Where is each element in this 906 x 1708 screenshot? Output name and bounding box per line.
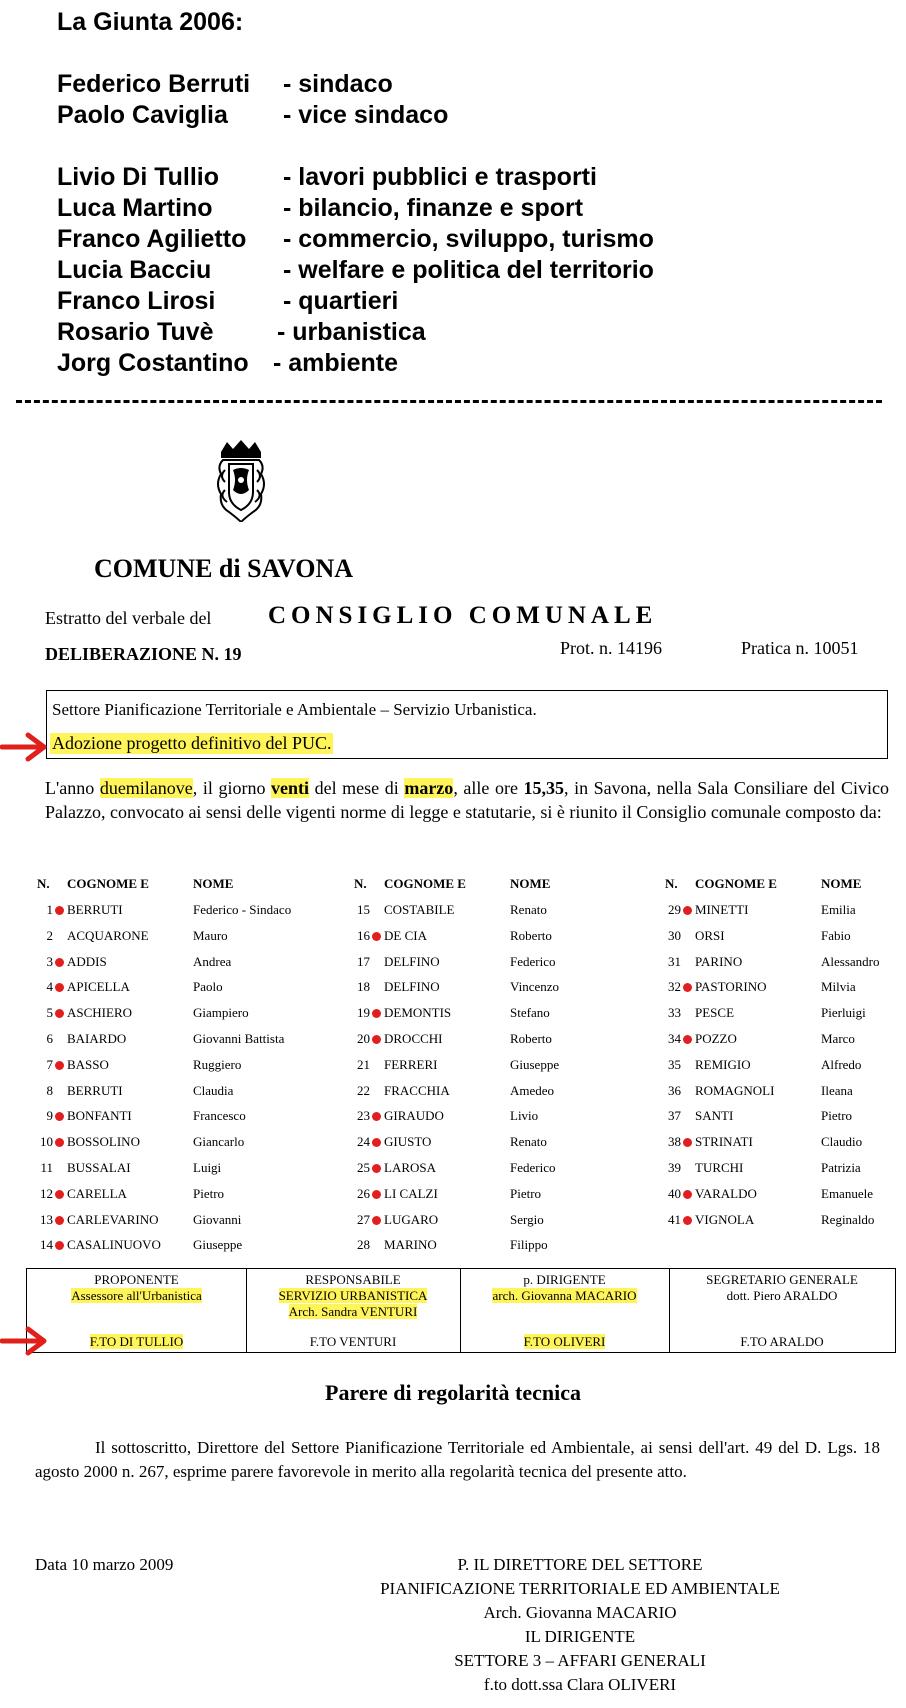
member-number: 36 — [668, 1082, 681, 1098]
member-role: - welfare e politica del territorio — [283, 256, 654, 284]
member-surname: ORSI — [695, 927, 725, 943]
member-surname: COSTABILE — [384, 902, 455, 917]
coat-of-arms-icon — [215, 440, 267, 522]
member-number: 38 — [668, 1134, 681, 1150]
member-firstname: Mauro — [193, 927, 228, 943]
member-firstname: Pietro — [821, 1108, 853, 1124]
ora: 15,35 — [523, 778, 565, 798]
signature-fto: F.TO VENTURI — [309, 1334, 397, 1349]
member-surname: TURCHI — [695, 1160, 744, 1175]
header-cognome: COGNOME E — [384, 876, 466, 891]
member-number: 20 — [357, 1031, 370, 1046]
member-firstname: Ileana — [821, 1082, 853, 1098]
member-number: 23 — [357, 1108, 370, 1124]
member-role: - ambiente — [273, 349, 399, 377]
firma-line: SETTORE 3 – AFFARI GENERALI — [454, 1651, 706, 1670]
member-surname: APICELLA — [67, 979, 130, 995]
firma-line: Arch. Giovanna MACARIO — [483, 1603, 677, 1622]
member-number: 6 — [46, 1031, 53, 1046]
header-nome: NOME — [821, 876, 862, 891]
table-row — [665, 902, 906, 928]
highlight-mese: marzo — [404, 778, 454, 798]
table-row — [37, 1083, 357, 1109]
signature-cell — [460, 1269, 670, 1352]
member-number: 37 — [668, 1108, 681, 1124]
red-dot-icon — [372, 1138, 381, 1147]
red-dot-icon — [55, 1138, 64, 1147]
member-firstname: Roberto — [510, 927, 552, 943]
firma-line: P. IL DIRETTORE DEL SETTORE — [457, 1555, 703, 1574]
signature-cell — [246, 1269, 461, 1352]
firma-line: PIANIFICAZIONE TERRITORIALE ED AMBIENTALE — [380, 1579, 780, 1598]
member-number: 21 — [357, 1056, 370, 1072]
consiglio-title: CONSIGLIO COMUNALE — [268, 602, 658, 629]
estratto-label: Estratto del verbale del — [45, 608, 212, 628]
member-firstname: Emilia — [821, 902, 856, 917]
red-dot-icon — [55, 906, 64, 915]
red-dot-icon — [683, 983, 692, 992]
table-row — [354, 1186, 674, 1212]
member-surname: MARINO — [384, 1237, 437, 1253]
member-surname: CARELLA — [67, 1185, 127, 1201]
intro-paragraph: L'anno duemilanove, il giorno venti del mese di marzo, alle ore 15,35, in Savona, nella Sala Consiliare del Civico Palazzo, convocato ai sensi delle vigenti norme di legge e statutarie, si è riunito il Consiglio comunale composto da: — [45, 778, 889, 822]
member-surname: CARLEVARINO — [67, 1211, 159, 1227]
table-row — [665, 1134, 906, 1160]
member-name: Franco Agilietto — [57, 225, 247, 253]
giunta-member — [57, 318, 426, 347]
member-firstname: Giampiero — [193, 1005, 249, 1021]
member-firstname: Patrizia — [821, 1160, 861, 1175]
member-name: Franco Lirosi — [57, 287, 216, 315]
member-firstname: Renato — [510, 902, 547, 917]
parere-title: Parere di regolarità tecnica — [325, 1380, 581, 1405]
table-row — [37, 1160, 357, 1186]
member-number: 3 — [46, 953, 53, 969]
signature-title: RESPONSABILE — [305, 1272, 401, 1287]
member-firstname: Pietro — [510, 1185, 542, 1201]
member-number: 28 — [357, 1237, 370, 1253]
member-number: 41 — [668, 1211, 681, 1227]
firma-line: f.to dott.ssa Clara OLIVERI — [483, 1675, 677, 1694]
member-surname: STRINATI — [695, 1134, 753, 1150]
member-number: 12 — [40, 1185, 53, 1201]
table-row — [354, 979, 674, 1005]
member-number: 11 — [40, 1160, 53, 1175]
table-row — [665, 1108, 906, 1134]
member-surname: POZZO — [695, 1031, 737, 1046]
table-row — [665, 1005, 906, 1031]
red-dot-icon — [55, 983, 64, 992]
table-row — [37, 1031, 357, 1057]
member-surname: FERRERI — [384, 1056, 438, 1072]
red-dot-icon — [683, 1035, 692, 1044]
member-firstname: Alessandro — [821, 953, 880, 969]
member-firstname: Amedeo — [510, 1082, 555, 1098]
member-number: 24 — [357, 1134, 370, 1150]
table-row — [354, 1212, 674, 1238]
member-surname: GIUSTO — [384, 1134, 432, 1150]
table-row — [354, 928, 674, 954]
member-firstname: Giuseppe — [193, 1237, 243, 1253]
signature-cell — [27, 1269, 247, 1352]
member-firstname: Federico - Sindaco — [193, 902, 292, 917]
table-row — [665, 954, 906, 980]
member-surname: PARINO — [695, 953, 743, 969]
member-firstname: Luigi — [193, 1160, 222, 1175]
member-number: 4 — [46, 979, 53, 995]
member-surname: BASSO — [67, 1056, 109, 1072]
giunta-title: La Giunta 2006: — [57, 8, 244, 36]
member-number: 34 — [668, 1031, 681, 1046]
deliberazione-number: DELIBERAZIONE N. 19 — [45, 644, 242, 664]
signature-fto: F.TO DI TULLIO — [89, 1334, 184, 1349]
member-role: - urbanistica — [277, 318, 426, 346]
pratica-number: Pratica n. 10051 — [741, 638, 859, 658]
comune-title: COMUNE di SAVONA — [94, 554, 354, 583]
signature-name: Arch. Sandra VENTURI — [288, 1304, 418, 1319]
member-number: 40 — [668, 1185, 681, 1201]
member-number: 26 — [357, 1185, 370, 1201]
member-surname: DEMONTIS — [384, 1005, 452, 1021]
settore-line: Settore Pianificazione Territoriale e Ambientale – Servizio Urbanistica. — [52, 700, 537, 719]
firma-line: IL DIRIGENTE — [524, 1627, 636, 1646]
member-number: 32 — [668, 979, 681, 995]
member-surname: BAIARDO — [67, 1031, 127, 1046]
member-firstname: Federico — [510, 953, 556, 969]
table-row — [37, 1186, 357, 1212]
giunta-member — [57, 349, 399, 378]
red-dot-icon — [372, 1164, 381, 1173]
member-surname: LUGARO — [384, 1211, 439, 1227]
protocol-number: Prot. n. 14196 — [560, 638, 663, 658]
table-row — [37, 1108, 357, 1134]
member-name: Luca Martino — [57, 194, 213, 222]
member-surname: VARALDO — [695, 1185, 757, 1201]
oggetto-title: Adozione progetto definitivo del PUC. — [52, 733, 332, 753]
member-surname: BONFANTI — [67, 1108, 132, 1124]
red-dot-icon — [55, 1061, 64, 1070]
member-firstname: Paolo — [193, 979, 223, 995]
member-surname: LAROSA — [384, 1160, 437, 1175]
table-row — [354, 1005, 674, 1031]
member-surname: VIGNOLA — [695, 1211, 755, 1227]
table-row — [665, 1186, 906, 1212]
red-dot-icon — [372, 1112, 381, 1121]
member-name: Rosario Tuvè — [57, 318, 214, 346]
table-row — [37, 1134, 357, 1160]
member-number: 8 — [46, 1082, 53, 1098]
giunta-member — [57, 101, 449, 130]
table-row — [37, 1237, 357, 1263]
highlight-giorno: venti — [271, 778, 310, 798]
table-row — [37, 1212, 357, 1238]
table-row — [354, 1031, 674, 1057]
member-surname: PASTORINO — [695, 979, 767, 995]
member-number: 19 — [357, 1005, 370, 1021]
member-firstname: Francesco — [193, 1108, 246, 1124]
member-firstname: Filippo — [510, 1237, 548, 1253]
member-number: 35 — [668, 1056, 681, 1072]
member-firstname: Stefano — [510, 1005, 550, 1021]
red-arrow-icon — [0, 732, 48, 762]
signature-role: arch. Giovanna MACARIO — [492, 1288, 637, 1303]
red-dot-icon — [683, 1216, 692, 1225]
red-dot-icon — [372, 1190, 381, 1199]
member-surname: DE CIA — [384, 927, 427, 943]
member-surname: FRACCHIA — [384, 1082, 450, 1098]
table-row — [354, 902, 674, 928]
red-dot-icon — [55, 1216, 64, 1225]
member-number: 15 — [357, 902, 370, 917]
member-name: Livio Di Tullio — [57, 163, 220, 191]
member-number: 17 — [357, 953, 370, 969]
table-row — [354, 1083, 674, 1109]
member-surname: BOSSOLINO — [67, 1134, 140, 1150]
table-row — [37, 902, 357, 928]
member-number: 14 — [40, 1237, 53, 1253]
header-n: N. — [37, 876, 50, 891]
member-firstname: Roberto — [510, 1031, 552, 1046]
red-dot-icon — [372, 1216, 381, 1225]
member-surname: BERRUTI — [67, 1082, 123, 1098]
member-number: 39 — [668, 1160, 681, 1175]
header-cognome: COGNOME E — [695, 876, 777, 891]
member-role: - sindaco — [283, 70, 393, 98]
member-role: - quartieri — [283, 287, 399, 315]
table-row — [665, 928, 906, 954]
dashed-divider — [16, 400, 882, 403]
member-firstname: Livio — [510, 1108, 539, 1124]
table-row — [37, 1005, 357, 1031]
member-surname: SANTI — [695, 1108, 734, 1124]
member-name: Lucia Bacciu — [57, 256, 212, 284]
table-row — [354, 1160, 674, 1186]
member-role: - commercio, sviluppo, turismo — [283, 225, 654, 253]
member-name: Federico Berruti — [57, 70, 251, 98]
table-row — [665, 979, 906, 1005]
red-dot-icon — [372, 1035, 381, 1044]
table-row — [37, 979, 357, 1005]
member-firstname: Federico — [510, 1160, 556, 1175]
member-surname: MINETTI — [695, 902, 749, 917]
member-role: - vice sindaco — [283, 101, 449, 129]
member-number: 33 — [668, 1005, 681, 1021]
member-firstname: Giovanni — [193, 1211, 242, 1227]
member-firstname: Renato — [510, 1134, 547, 1150]
member-number: 2 — [46, 927, 53, 943]
member-surname: ADDIS — [67, 953, 107, 969]
member-surname: GIRAUDO — [384, 1108, 444, 1124]
signature-box — [26, 1268, 896, 1353]
oggetto-box — [46, 690, 888, 759]
member-firstname: Claudia — [193, 1082, 234, 1098]
header-nome: NOME — [193, 876, 234, 891]
member-surname: DELFINO — [384, 979, 440, 995]
header-cognome: COGNOME E — [67, 876, 149, 891]
member-role: - lavori pubblici e trasporti — [283, 163, 597, 191]
header-nome: NOME — [510, 876, 551, 891]
member-firstname: Giovanni Battista — [193, 1031, 285, 1046]
red-dot-icon — [683, 1190, 692, 1199]
signature-fto: F.TO ARALDO — [740, 1334, 824, 1349]
table-row — [665, 1083, 906, 1109]
member-surname: DROCCHI — [384, 1031, 443, 1046]
member-number: 29 — [668, 902, 681, 917]
member-surname: PESCE — [695, 1005, 735, 1021]
signature-fto: F.TO OLIVERI — [523, 1334, 606, 1349]
date-line: Data 10 marzo 2009 — [35, 1555, 174, 1574]
member-firstname: Giuseppe — [510, 1056, 560, 1072]
member-firstname: Vincenzo — [510, 979, 560, 995]
table-row — [665, 1031, 906, 1057]
table-row — [37, 1057, 357, 1083]
member-role: - bilancio, finanze e sport — [283, 194, 584, 222]
table-row — [37, 928, 357, 954]
member-firstname: Pietro — [193, 1185, 225, 1201]
member-firstname: Ruggiero — [193, 1056, 242, 1072]
giunta-member — [57, 163, 597, 192]
member-surname: ASCHIERO — [67, 1005, 133, 1021]
table-row — [665, 1212, 906, 1238]
member-number: 9 — [46, 1108, 53, 1124]
red-dot-icon — [372, 932, 381, 941]
member-number: 7 — [46, 1056, 53, 1072]
member-firstname: Emanuele — [821, 1185, 873, 1201]
member-surname: BUSSALAI — [67, 1160, 131, 1175]
signature-role: dott. Piero ARALDO — [726, 1288, 838, 1303]
red-dot-icon — [683, 1138, 692, 1147]
member-number: 1 — [46, 902, 53, 917]
member-firstname: Alfredo — [821, 1056, 862, 1072]
member-number: 13 — [40, 1211, 53, 1227]
red-dot-icon — [683, 906, 692, 915]
member-number: 10 — [40, 1134, 53, 1150]
table-row — [354, 1057, 674, 1083]
member-firstname: Sergio — [510, 1211, 544, 1227]
member-firstname: Pierluigi — [821, 1005, 866, 1021]
member-surname: BERRUTI — [67, 902, 123, 917]
red-dot-icon — [55, 1112, 64, 1121]
member-firstname: Marco — [821, 1031, 855, 1046]
member-surname: ACQUARONE — [67, 927, 149, 943]
table-row — [354, 1237, 674, 1263]
red-dot-icon — [55, 958, 64, 967]
member-number: 25 — [357, 1160, 370, 1175]
member-number: 5 — [46, 1005, 53, 1021]
member-firstname: Giancarlo — [193, 1134, 245, 1150]
member-firstname: Andrea — [193, 953, 232, 969]
signature-role: SERVIZIO URBANISTICA — [278, 1288, 428, 1303]
giunta-member — [57, 256, 654, 285]
table-row — [665, 1160, 906, 1186]
giunta-member — [57, 225, 654, 254]
signature-cell — [669, 1269, 895, 1352]
table-row — [37, 954, 357, 980]
highlight-anno: duemilanove — [99, 778, 193, 798]
red-dot-icon — [55, 1241, 64, 1250]
giunta-member — [57, 70, 393, 99]
member-number: 27 — [357, 1211, 370, 1227]
member-surname: ROMAGNOLI — [695, 1082, 775, 1098]
member-surname: CASALINUOVO — [67, 1237, 161, 1253]
member-firstname: Reginaldo — [821, 1211, 875, 1227]
member-number: 31 — [668, 953, 681, 969]
red-dot-icon — [55, 1009, 64, 1018]
signature-role: Assessore all'Urbanistica — [71, 1288, 202, 1303]
member-number: 30 — [668, 927, 681, 943]
table-row — [354, 954, 674, 980]
member-surname: REMIGIO — [695, 1056, 751, 1072]
member-surname: DELFINO — [384, 953, 440, 969]
member-name: Jorg Costantino — [57, 349, 249, 377]
member-firstname: Claudio — [821, 1134, 863, 1150]
member-surname: LI CALZI — [384, 1185, 438, 1201]
red-dot-icon — [55, 1190, 64, 1199]
red-arrow-icon — [0, 1326, 48, 1356]
member-firstname: Milvia — [821, 979, 856, 995]
member-number: 22 — [357, 1082, 370, 1098]
member-firstname: Fabio — [821, 927, 851, 943]
member-name: Paolo Caviglia — [57, 101, 228, 129]
giunta-member — [57, 194, 584, 223]
signature-title: p. DIRIGENTE — [523, 1272, 606, 1287]
table-row — [665, 1057, 906, 1083]
header-n: N. — [665, 876, 678, 891]
member-number: 16 — [357, 927, 370, 943]
member-number: 18 — [357, 979, 370, 995]
signature-title: SEGRETARIO GENERALE — [706, 1272, 858, 1287]
table-row — [354, 1134, 674, 1160]
header-n: N. — [354, 876, 367, 891]
parere-text: Il sottoscritto, Direttore del Settore Pianificazione Territoriale ed Ambientale, ai sensi dell'art. 49 del D. Lgs. 18 agosto 2000 n. 267, esprime parere favorevole in merito alla regolarità tecnica del presente atto. — [35, 1438, 880, 1481]
table-row — [354, 1108, 674, 1134]
firma-block — [300, 1553, 860, 1697]
red-dot-icon — [372, 1009, 381, 1018]
giunta-member — [57, 287, 399, 316]
signature-title: PROPONENTE — [94, 1272, 179, 1287]
